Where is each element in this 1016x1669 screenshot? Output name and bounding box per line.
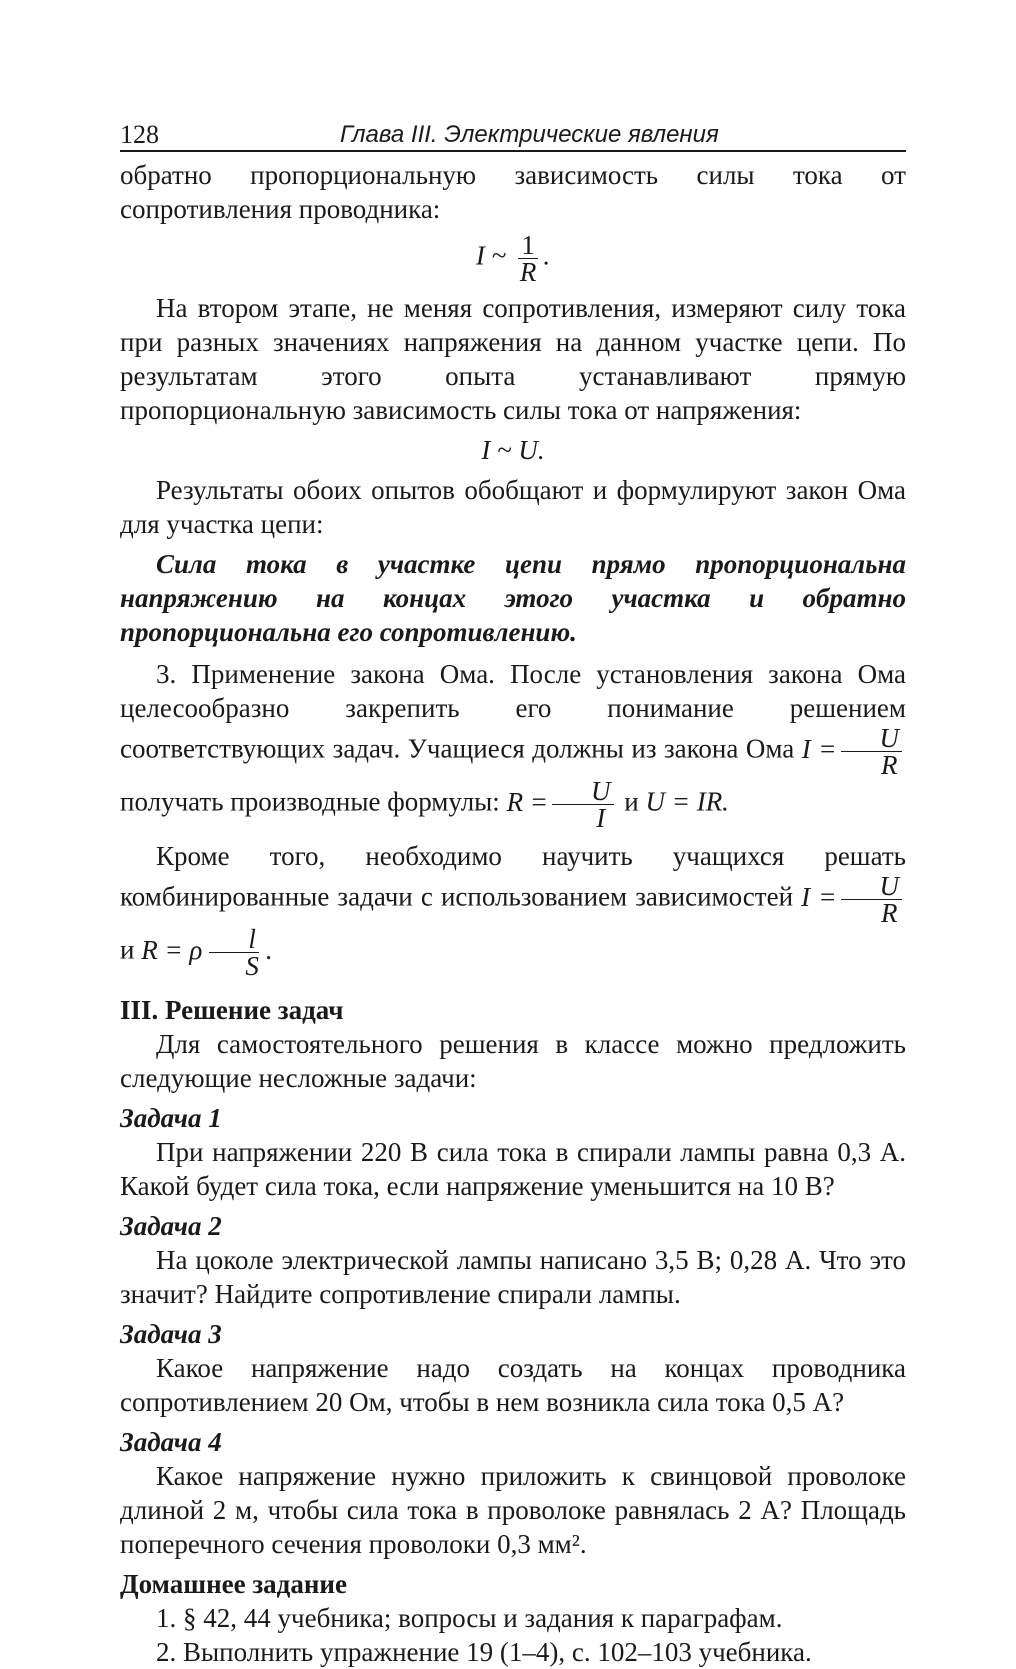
fraction (841, 725, 903, 778)
formula-i-proportional-u: I ~ U. (481, 435, 545, 465)
homework-item: 2. Выполнить упражнение 19 (1–4), с. 102–103 учебника. (156, 1637, 812, 1667)
section-title-problem-solving: III. Решение задач (120, 995, 344, 1025)
fraction-denominator: R (519, 257, 537, 287)
task-title: Задача 1 (120, 1103, 222, 1133)
fraction-numerator: U (841, 725, 903, 752)
homework-title: Домашнее задание (120, 1569, 347, 1599)
formula-left: I = (801, 733, 837, 764)
fraction-numerator: U (552, 778, 614, 805)
formula-i-inverse-r (120, 232, 906, 285)
formula-left: R = (506, 786, 549, 817)
formula-left: I = (801, 881, 837, 912)
paragraph-combined-tasks (120, 839, 906, 979)
formula-left: I ~ (475, 240, 507, 271)
formula-resistance (506, 776, 618, 833)
application-text-1: 3. Применение закона Ома. После установления закона Ома целесообразно закрепить его понимание решением соответствующих задач. Учащиеся должны из закона Ома (120, 659, 906, 764)
fraction-denominator: R (881, 750, 898, 780)
task-text: При напряжении 220 В сила тока в спирали лампы равна 0,3 А. Какой будет сила тока, если напряжение уменьшится на 10 В? (120, 1137, 906, 1201)
homework-item: 1. § 42, 44 учебника; вопросы и задания к параграфам. (156, 1603, 783, 1633)
task-text: Какое напряжение нужно приложить к свинцовой проволоке длиной 2 м, чтобы сила тока в проволоке равнялась 2 А? Площадь поперечного сечения проволоки 0,3 мм². (120, 1461, 906, 1559)
application-text-3: и (624, 786, 639, 817)
combined-text-1: Кроме того, необходимо научить учащихся решать комбинированные задачи с использованием зависимостей (120, 841, 906, 912)
formula-voltage: U = IR. (645, 786, 729, 817)
paragraph-results: Результаты обоих опытов обобщают и формулируют закон Ома для участка цепи: (120, 475, 906, 539)
page-number: 128 (120, 120, 159, 149)
combined-text-2: и (120, 934, 135, 965)
fraction (517, 232, 540, 285)
fraction (552, 778, 614, 831)
formula-ohm-law (801, 723, 906, 780)
fraction-denominator: R (881, 898, 898, 928)
paragraph-second-stage: На втором этапе, не меняя сопротивления, измеряют силу тока при разных значениях напряжения на данном участке цепи. По результатам этого опыта устанавливают прямую пропорциональную зависимость силы тока от напряжения: (120, 293, 906, 425)
book-page (120, 110, 906, 1669)
formula-end: . (543, 240, 551, 271)
fraction (841, 873, 903, 926)
formula-end: . (265, 934, 273, 965)
paragraph-inverse-dependence: обратно пропорциональную зависимость силы тока от сопротивления проводника: (120, 160, 906, 224)
task-list (120, 1101, 906, 1561)
page-header (120, 110, 906, 152)
formula-resistivity (141, 924, 273, 981)
application-text-2: получать производные формулы: (120, 786, 500, 817)
fraction-numerator: 1 (518, 232, 538, 259)
ohm-law-statement: Сила тока в участке цепи прямо пропорциональна напряжению на концах этого участка и обратно пропорциональна его сопротивлению. (120, 549, 906, 647)
fraction-denominator: I (596, 803, 606, 833)
task-text: На цоколе электрической лампы написано 3,5 В; 0,28 А. Что это значит? Найдите сопротивление спирали лампы. (120, 1245, 906, 1309)
fraction-denominator: S (245, 951, 259, 981)
task-text: Какое напряжение надо создать на концах проводника сопротивлением 20 Ом, чтобы в нем возникла сила тока 0,5 А? (120, 1353, 906, 1417)
homework-list (120, 1601, 906, 1669)
fraction (206, 926, 262, 979)
section-intro: Для самостоятельного решения в классе можно предложить следующие несложные задачи: (120, 1029, 906, 1093)
fraction-numerator: U (841, 873, 903, 900)
paragraph-application (120, 657, 906, 831)
formula-ohm-law-2 (801, 871, 906, 928)
task-title: Задача 3 (120, 1319, 222, 1349)
running-title: Глава III. Электрические явления (340, 121, 719, 148)
fraction-numerator: l (209, 926, 259, 953)
task-title: Задача 2 (120, 1211, 222, 1241)
task-title: Задача 4 (120, 1427, 222, 1457)
formula-left: R = ρ (141, 934, 203, 965)
